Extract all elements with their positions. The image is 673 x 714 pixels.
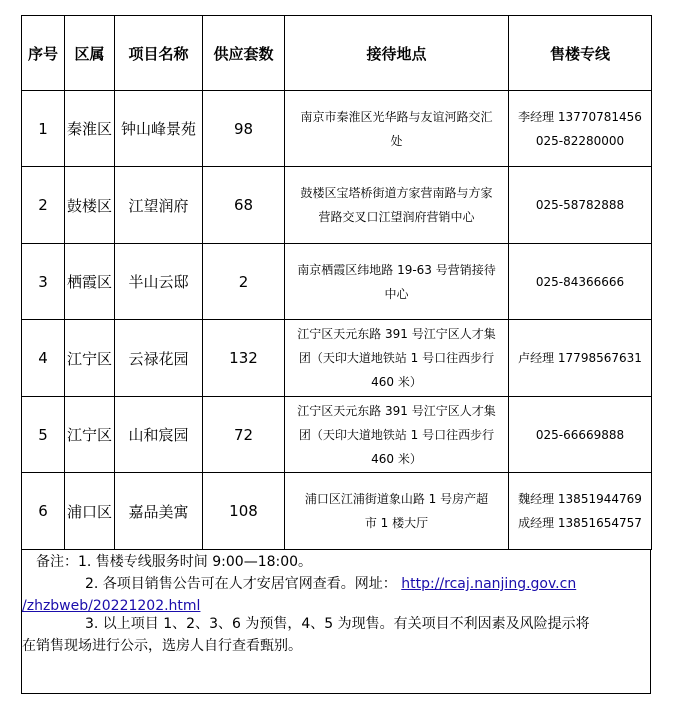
cell-district: 秦淮区 (65, 91, 115, 167)
cell-units: 68 (203, 167, 285, 244)
cell-number: 2 (22, 167, 65, 244)
cell-phone (509, 320, 652, 397)
cell-units: 98 (203, 91, 285, 167)
address-line: 浦口区江浦街道象山路 1 号房产超 (304, 492, 489, 506)
address-line: 团（天印大道地铁站 1 号口往西步行 (298, 427, 495, 442)
cell-phone (509, 91, 652, 167)
address-line: 460 米） (371, 375, 422, 389)
address-line: 南京市秦淮区光华路与友谊河路交汇 (300, 109, 493, 124)
cell-project: 云禄花园 (115, 320, 203, 397)
phone-line: 李经理 13770781456 (518, 109, 642, 124)
cell-phone (509, 167, 652, 244)
address-line: 处 (390, 133, 403, 148)
website-link-part2[interactable]: /zhzbweb/20221202.html (22, 598, 201, 614)
cell-number: 6 (22, 473, 65, 550)
table-header-row (22, 16, 652, 91)
table-row (22, 473, 652, 550)
cell-project: 山和宸园 (115, 397, 203, 473)
address-line: 南京栖霞区纬地路 19-63 号营销接待 (297, 262, 496, 277)
note-website-text: 2. 各项目销售公告可在人才安居官网查看。网址： (85, 576, 397, 592)
header-district: 区属 (65, 16, 115, 91)
table-row (22, 167, 652, 244)
cell-project: 江望润府 (115, 167, 203, 244)
cell-district: 江宁区 (65, 320, 115, 397)
cell-number: 3 (22, 244, 65, 320)
cell-units: 132 (203, 320, 285, 397)
note-sale-status: 3. 以上项目 1、2、3、6 为预售，4、5 为现售。有关项目不利因素及风险提示将 (85, 616, 590, 632)
address-line: 市 1 楼大厅 (364, 516, 429, 530)
cell-units: 2 (203, 244, 285, 320)
cell-address (285, 320, 509, 397)
cell-district: 江宁区 (65, 397, 115, 473)
phone-line: 魏经理 13851944769 (518, 492, 642, 506)
address-line: 营路交叉口江望润府营销中心 (318, 210, 475, 224)
address-line: 团（天印大道地铁站 1 号口往西步行 (298, 351, 495, 365)
address-line: 鼓楼区宝塔桥街道方家营南路与方家 (300, 186, 493, 200)
header-units: 供应套数 (203, 16, 285, 91)
table-row (22, 91, 652, 167)
cell-project: 半山云邸 (115, 244, 203, 320)
phone-line: 成经理 13851654757 (518, 516, 642, 530)
notes-section (21, 549, 651, 694)
cell-address (285, 397, 509, 473)
table-row (22, 397, 652, 473)
header-address: 接待地点 (285, 16, 509, 91)
address-line: 中心 (384, 286, 409, 301)
header-phone: 售楼专线 (509, 16, 652, 91)
phone-line: 025-84366666 (535, 274, 625, 289)
phone-line: 卢经理 17798567631 (518, 351, 642, 365)
website-link-part1[interactable]: http://rcaj.nanjing.gov.cn (401, 576, 577, 592)
cell-units: 72 (203, 397, 285, 473)
cell-phone (509, 244, 652, 320)
header-project: 项目名称 (115, 16, 203, 91)
table-row (22, 244, 652, 320)
cell-district: 浦口区 (65, 473, 115, 550)
note-service-hours: 备注：1. 售楼专线服务时间 9:00—18:00。 (36, 554, 313, 570)
cell-address (285, 167, 509, 244)
cell-address (285, 91, 509, 167)
table-row (22, 320, 652, 397)
cell-address (285, 473, 509, 550)
cell-number: 4 (22, 320, 65, 397)
phone-line: 025-66669888 (535, 427, 625, 442)
cell-district: 栖霞区 (65, 244, 115, 320)
cell-project: 嘉品美寓 (115, 473, 203, 550)
address-line: 460 米） (371, 451, 422, 466)
housing-table (21, 15, 652, 550)
cell-project: 钟山峰景苑 (115, 91, 203, 167)
phone-line: 025-82280000 (535, 133, 625, 148)
header-number: 序号 (22, 16, 65, 91)
cell-units: 108 (203, 473, 285, 550)
address-line: 江宁区天元东路 391 号江宁区人才集 (297, 327, 496, 341)
cell-address (285, 244, 509, 320)
note-website (85, 573, 576, 595)
cell-number: 5 (22, 397, 65, 473)
address-line: 江宁区天元东路 391 号江宁区人才集 (297, 403, 496, 418)
cell-district: 鼓楼区 (65, 167, 115, 244)
cell-number: 1 (22, 91, 65, 167)
cell-phone (509, 473, 652, 550)
note-sale-status-cont: 在销售现场进行公示，选房人自行查看甄别。 (22, 638, 302, 654)
phone-line: 025-58782888 (535, 198, 625, 212)
cell-phone (509, 397, 652, 473)
